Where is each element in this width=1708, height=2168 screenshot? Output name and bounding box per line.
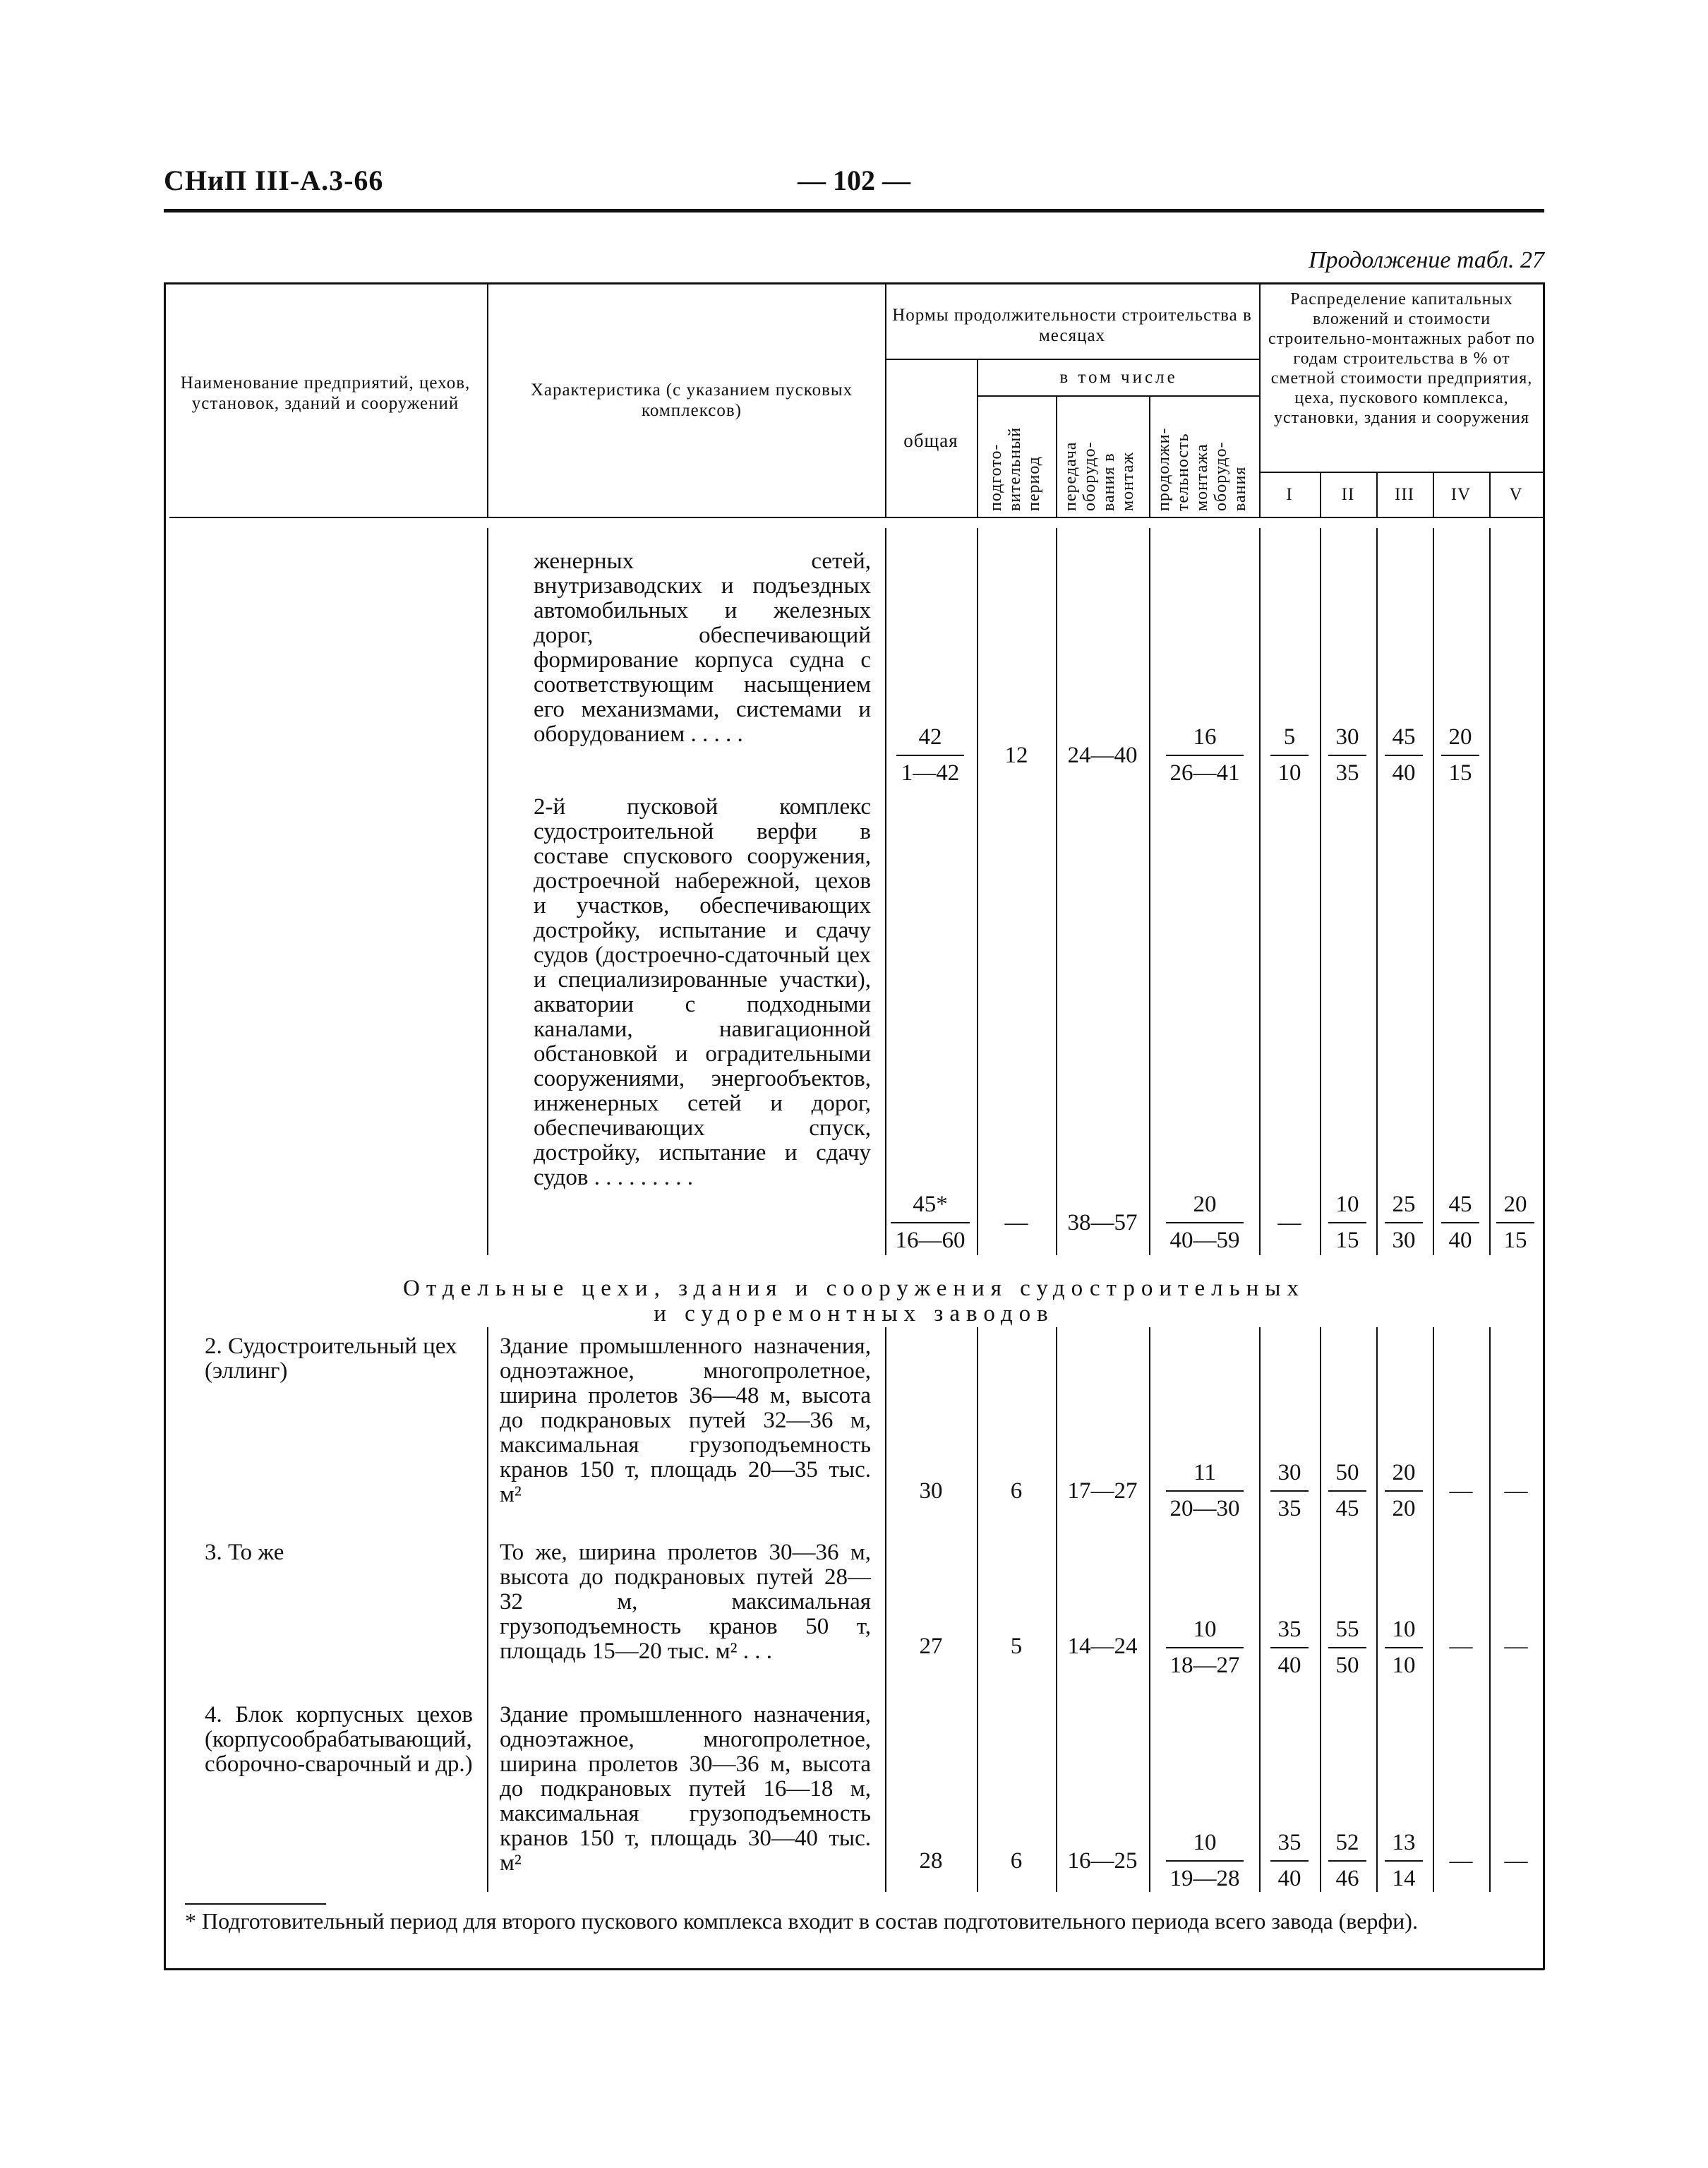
column-header-year-4: IV xyxy=(1450,485,1472,504)
year4-top: 45 xyxy=(1441,1192,1479,1223)
year2-bottom: 45 xyxy=(1335,1496,1359,1521)
duration-bottom: 18—27 xyxy=(1169,1653,1240,1678)
col-divider xyxy=(487,528,488,1255)
col-divider xyxy=(1259,528,1261,1255)
year2-top: 30 xyxy=(1328,724,1366,756)
year2-bottom: 46 xyxy=(1335,1866,1359,1891)
document-code: СНиП III-А.3-66 xyxy=(164,164,384,196)
duration-top: 11 xyxy=(1166,1460,1244,1492)
year1-fraction xyxy=(1270,724,1309,786)
year4-value: — xyxy=(1449,1634,1473,1659)
year2-top: 55 xyxy=(1328,1617,1366,1648)
col-divider xyxy=(977,528,978,1255)
year2-top: 50 xyxy=(1328,1460,1366,1492)
year2-fraction xyxy=(1328,1460,1366,1522)
column-header-name: Наименование предприятий, цехов, установок, зданий и сооружений xyxy=(180,373,471,413)
col-divider xyxy=(1320,1327,1321,1892)
year2-fraction xyxy=(1328,1830,1366,1892)
year4-fraction xyxy=(1441,1192,1479,1254)
col-divider xyxy=(1056,1327,1057,1892)
year4-top: 20 xyxy=(1441,724,1479,756)
year3-fraction xyxy=(1385,1192,1423,1254)
row-description: Здание промышленного назначения, одноэтажное, многопролетное, ширина пролетов 30—36 м, высота до подкрановых путей 16—18 м, максимальная грузоподъемность кранов 150 т, площадь 30—40 тыс. м² xyxy=(500,1702,871,1876)
year2-bottom: 35 xyxy=(1335,760,1359,786)
year1-top: 30 xyxy=(1270,1460,1309,1492)
duration-bottom: 19—28 xyxy=(1169,1866,1240,1891)
year3-top: 45 xyxy=(1385,724,1423,756)
column-header-distribution: Распределение капитальных вложений и стоимости строительно-монтажных работ по годам строительства в % от сметной стоимости предприятия, цеха, пускового комплекса, установки, здания и сооружения xyxy=(1268,290,1536,427)
total-value: 27 xyxy=(919,1634,943,1659)
footnote-rule xyxy=(185,1903,326,1905)
column-header-transfer: передача оборудо-вания в монтаж xyxy=(1062,441,1137,511)
year2-bottom: 15 xyxy=(1335,1228,1359,1253)
row-name: 2. Судостроительный цех (эллинг) xyxy=(205,1334,457,1384)
year3-top: 20 xyxy=(1385,1460,1423,1492)
table-right-border xyxy=(1543,282,1545,1970)
col-divider xyxy=(1259,282,1261,517)
col-divider xyxy=(1433,1327,1434,1892)
year2-fraction xyxy=(1328,1192,1366,1254)
col-divider xyxy=(1489,1327,1491,1892)
year1-bottom: 40 xyxy=(1277,1866,1301,1891)
year4-bottom: 40 xyxy=(1448,1228,1472,1253)
year4-fraction xyxy=(1441,724,1479,786)
year3-top: 25 xyxy=(1385,1192,1423,1223)
year5-value: — xyxy=(1504,1478,1528,1504)
year3-fraction xyxy=(1385,1617,1423,1679)
duration-bottom: 20—30 xyxy=(1169,1496,1240,1521)
col-divider xyxy=(1149,1327,1150,1892)
col-divider xyxy=(885,1327,886,1892)
total-bottom: 16—60 xyxy=(895,1228,966,1253)
year1-value: — xyxy=(1277,1210,1301,1235)
row-name: 3. То же xyxy=(205,1540,284,1565)
transfer-value: 16—25 xyxy=(1067,1848,1138,1874)
year2-fraction xyxy=(1328,1617,1366,1679)
row-description: Здание промышленного назначения, одноэтажное, многопролетное, ширина пролетов 36—48 м, высота до подкрановых путей 32—36 м, максимальная грузоподъемность кранов 150 т, площадь 20—35 тыс. м² xyxy=(500,1334,871,1507)
col-divider xyxy=(1433,528,1434,1255)
column-header-year-5: V xyxy=(1509,485,1523,504)
column-header-prep: подгото-вительный период xyxy=(987,426,1043,511)
total-top: 42 xyxy=(896,724,964,756)
year2-top: 52 xyxy=(1328,1830,1366,1862)
year2-fraction xyxy=(1328,724,1366,786)
section-title-line1: Отдельные цехи, здания и сооружения судостроительных xyxy=(403,1276,1305,1301)
column-header-duration: продолжи-тельность монтажа оборудо-вания xyxy=(1155,427,1249,511)
year1-top: 5 xyxy=(1270,724,1309,756)
total-fraction xyxy=(891,1192,970,1254)
col-divider xyxy=(1376,1327,1378,1892)
year1-bottom: 40 xyxy=(1277,1653,1301,1678)
duration-bottom: 40—59 xyxy=(1169,1228,1240,1253)
duration-fraction xyxy=(1166,1830,1244,1892)
year4-value: — xyxy=(1449,1848,1473,1874)
header-rule-including xyxy=(977,395,1259,397)
row-name: 4. Блок корпусных цехов (корпусообрабатывающий, сборочно-сварочный и др.) xyxy=(205,1702,473,1777)
year1-bottom: 35 xyxy=(1277,1496,1301,1521)
year3-bottom: 14 xyxy=(1392,1866,1416,1891)
year5-bottom: 15 xyxy=(1503,1228,1527,1253)
year1-bottom: 10 xyxy=(1277,760,1301,786)
row-description: женерных сетей, внутризаводских и подъездных автомобильных и железных дорог, обеспечивающий формирование корпуса судна с соответствующим насыщением его механизмами, системами и оборудованием . . . . . xyxy=(534,549,871,747)
header-rule-norms xyxy=(885,359,1259,360)
transfer-value: 14—24 xyxy=(1067,1634,1138,1659)
year4-value: — xyxy=(1449,1478,1473,1504)
table-continuation-label: Продолжение табл. 27 xyxy=(1308,247,1544,273)
year3-top: 13 xyxy=(1385,1830,1423,1862)
row-description: То же, ширина пролетов 30—36 м, высота до подкрановых путей 28—32 м, максимальная грузоподъемность кранов 50 т, площадь 15—20 тыс. м² . . . xyxy=(500,1540,871,1664)
col-divider xyxy=(1056,395,1057,517)
prep-value: 12 xyxy=(1004,743,1028,768)
year3-fraction xyxy=(1385,1460,1423,1522)
col-divider xyxy=(977,359,978,517)
col-divider xyxy=(885,282,886,517)
duration-fraction xyxy=(1166,1617,1244,1679)
duration-fraction xyxy=(1166,724,1244,786)
column-header-norms: Нормы продолжительности строительства в месяцах xyxy=(892,306,1252,345)
column-header-year-1: I xyxy=(1286,485,1293,504)
total-bottom: 1—42 xyxy=(901,760,960,786)
year5-value: — xyxy=(1504,1634,1528,1659)
header-bottom-rule xyxy=(169,517,1543,518)
column-header-including: в том числе xyxy=(1059,368,1178,387)
year3-bottom: 10 xyxy=(1392,1653,1416,1678)
year1-fraction xyxy=(1270,1460,1309,1522)
year1-fraction xyxy=(1270,1830,1309,1892)
year1-top: 35 xyxy=(1270,1617,1309,1648)
col-divider xyxy=(885,528,886,1255)
total-top: 45* xyxy=(891,1192,970,1223)
duration-top: 10 xyxy=(1166,1617,1244,1648)
col-divider xyxy=(977,1327,978,1892)
transfer-value: 17—27 xyxy=(1067,1478,1138,1504)
col-divider xyxy=(1149,528,1150,1255)
transfer-value: 24—40 xyxy=(1067,743,1138,768)
year5-value: — xyxy=(1504,1848,1528,1874)
prep-value: 5 xyxy=(1010,1634,1023,1659)
year3-bottom: 20 xyxy=(1392,1496,1416,1521)
year5-top: 20 xyxy=(1496,1192,1534,1223)
col-divider xyxy=(487,1327,488,1892)
year3-fraction xyxy=(1385,1830,1423,1892)
year3-bottom: 40 xyxy=(1392,760,1416,786)
year1-fraction xyxy=(1270,1617,1309,1679)
column-header-total: общая xyxy=(903,430,958,451)
transfer-value: 38—57 xyxy=(1067,1210,1138,1235)
column-header-year-2: II xyxy=(1341,485,1355,504)
duration-top: 16 xyxy=(1166,724,1244,756)
prep-value: 6 xyxy=(1010,1478,1023,1504)
year2-top: 10 xyxy=(1328,1192,1366,1223)
header-rule-years xyxy=(1259,472,1543,473)
year3-fraction xyxy=(1385,724,1423,786)
duration-top: 20 xyxy=(1166,1192,1244,1223)
table-left-border xyxy=(164,282,166,1970)
year4-bottom: 15 xyxy=(1448,760,1472,786)
total-fraction xyxy=(896,724,964,786)
duration-fraction xyxy=(1166,1192,1244,1254)
year3-top: 10 xyxy=(1385,1617,1423,1648)
prep-value: 6 xyxy=(1010,1848,1023,1874)
row-description: 2-й пусковой комплекс судостроительной верфи в составе спускового сооружения, достроечной набережной, цехов и участков, обеспечивающих достройку, испытание и сдачу судов (достроечно-сдаточный цех и специализированные участки), акватории с подходными каналами, навигационной обстановкой и оградительными сооружениями, энергообъектов, инженерных сетей и дорог, обеспечивающих спуск, достройку, испытание и сдачу судов . . . . . . . . . xyxy=(534,794,871,1190)
total-value: 28 xyxy=(919,1848,943,1874)
col-divider xyxy=(1259,1327,1261,1892)
year2-bottom: 50 xyxy=(1335,1653,1359,1678)
col-divider xyxy=(1489,528,1491,1255)
year1-top: 35 xyxy=(1270,1830,1309,1862)
header-rule xyxy=(164,209,1544,212)
col-divider xyxy=(1376,528,1378,1255)
total-value: 30 xyxy=(919,1478,943,1504)
col-divider xyxy=(1056,528,1057,1255)
page-number: — 102 — xyxy=(798,164,910,196)
table-bottom-border xyxy=(164,1968,1544,1970)
column-header-characteristic: Характеристика (с указанием пусковых комплексов) xyxy=(530,381,853,420)
prep-value: — xyxy=(1004,1210,1028,1235)
section-title-line2: и судоремонтных заводов xyxy=(654,1301,1054,1326)
year3-bottom: 30 xyxy=(1392,1228,1416,1253)
duration-fraction xyxy=(1166,1460,1244,1522)
year5-fraction xyxy=(1496,1192,1534,1254)
col-divider xyxy=(1149,395,1150,517)
col-divider xyxy=(1320,528,1321,1255)
column-header-year-3: III xyxy=(1395,485,1414,504)
duration-top: 10 xyxy=(1166,1830,1244,1862)
footnote: * Подготовительный период для второго пускового комплекса входит в состав подготовительного периода всего завода (верфи). xyxy=(185,1908,1418,1934)
duration-bottom: 26—41 xyxy=(1169,760,1240,786)
col-divider xyxy=(487,282,488,517)
table-top-border xyxy=(164,282,1544,285)
